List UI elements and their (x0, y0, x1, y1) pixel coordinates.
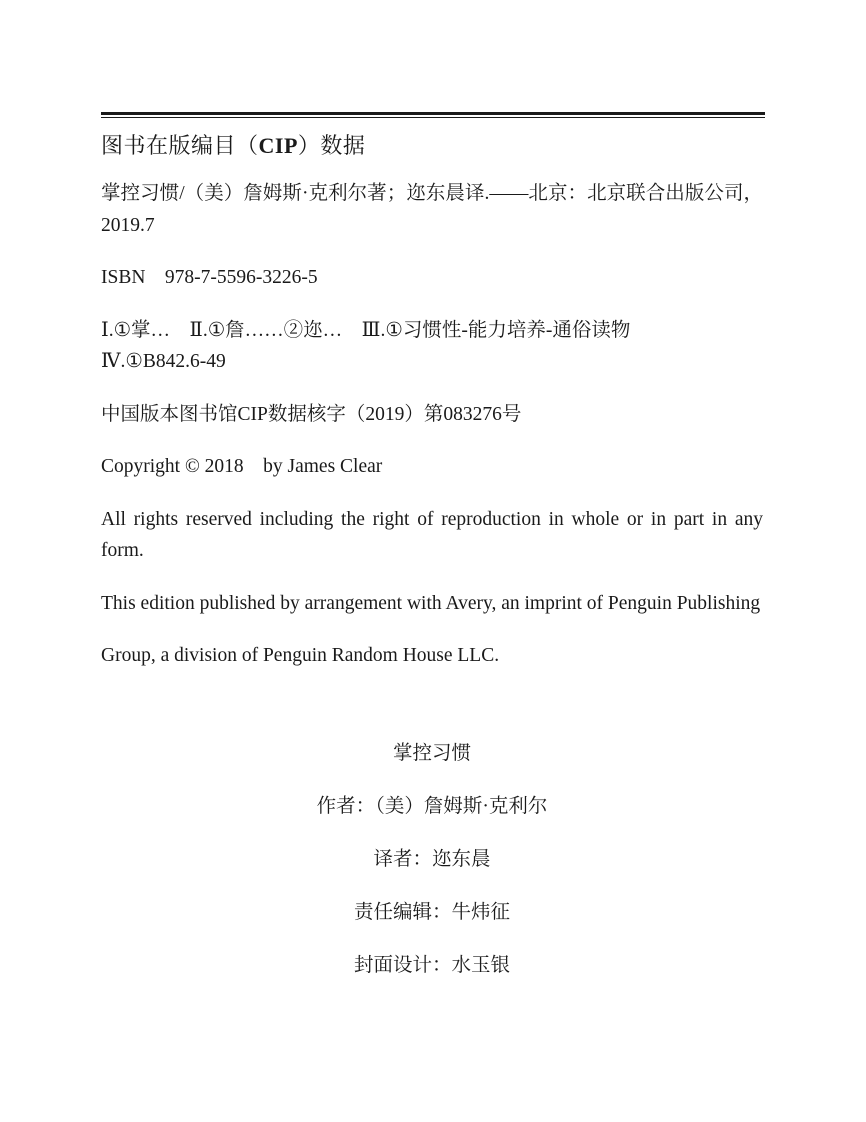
classification-line-1: Ⅰ.①掌… Ⅱ.①詹……②迩… Ⅲ.①习惯性-能力培养-通俗读物 (101, 319, 631, 341)
author-credit: 作者：（美）詹姆斯·克利尔 (316, 796, 548, 817)
classification-line-2: Ⅳ.①B842.6-49 (101, 351, 226, 372)
top-rule-thick (101, 112, 765, 115)
cip-content (101, 128, 763, 693)
cip-title-line: 掌控习惯/（美）詹姆斯·克利尔著；迩东晨译.——北京：北京联合出版公司，2019.7 (101, 183, 763, 236)
cover-design-credit: 封面设计：水玉银 (353, 955, 510, 976)
editor-credit: 责任编辑：牛炜征 (353, 902, 510, 923)
cip-heading-cip: CIP (258, 133, 298, 158)
cip-heading (101, 128, 763, 164)
publisher-group: Group, a division of Penguin Random House LLC. (101, 645, 500, 666)
translator-credit: 译者：迩东晨 (373, 849, 491, 870)
copyright-notice: Copyright © 2018 by James Clear (101, 456, 383, 477)
cip-heading-prefix: 图书在版编目（ (101, 133, 259, 158)
cip-number-line: 中国版本图书馆CIP数据核字（2019）第083276号 (101, 403, 522, 425)
edition-statement: This edition published by arrangement with Avery, an imprint of Penguin Publishing (101, 592, 761, 614)
rights-statement: All rights reserved including the right of reproduction in whole or in part in any form. (101, 508, 763, 561)
isbn-line: ISBN 978-7-5596-3226-5 (101, 267, 318, 288)
cip-heading-suffix: ）数据 (297, 133, 366, 158)
top-rule-thin (101, 117, 765, 118)
classification-block (101, 315, 763, 378)
credits-block (101, 738, 763, 1003)
book-title: 掌控习惯 (392, 743, 471, 764)
